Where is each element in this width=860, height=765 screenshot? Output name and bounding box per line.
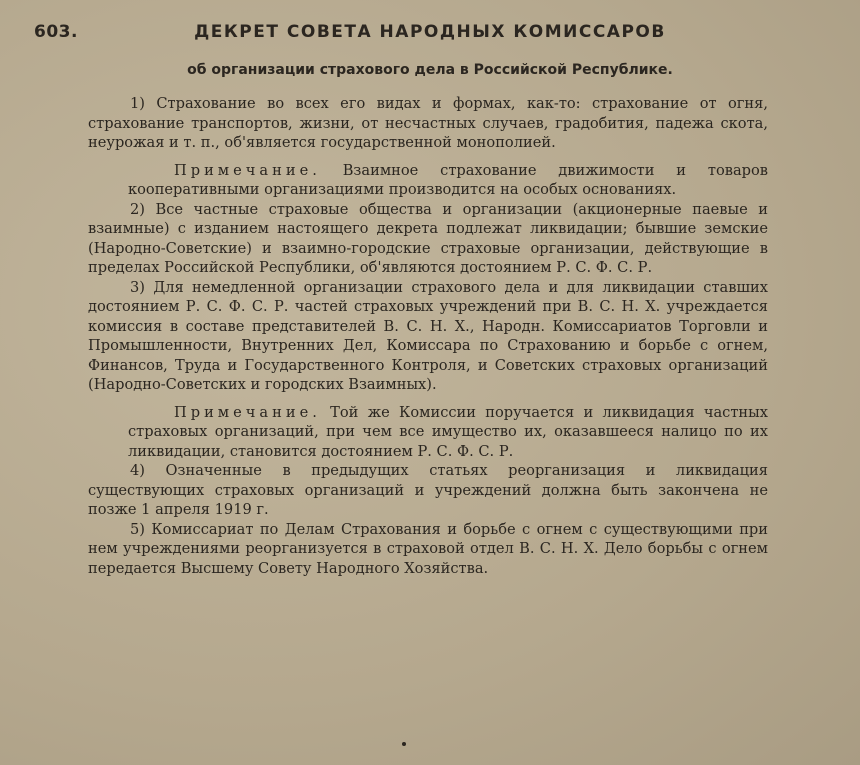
article-2: 2) Все частные страховые общества и организации (акционерные паевые и взаимные) с изданием настоящего декрета подлежат ликвидации; бывшие земские (Народно-Советские) и взаимно-городские страховые организации, действующие в пределах Российской Республики, об'являются достоянием Р. С. Ф. С. Р. bbox=[88, 200, 768, 276]
page-number: 603. bbox=[34, 22, 78, 42]
note-2-text: Той же Комиссии поручается и ликвидация частных страховых организаций, при чем все имущество их, оказавшееся налицо по их ликвидации, становится достоянием Р. С. Ф. С. Р. bbox=[128, 403, 768, 460]
note-1-text: Взаимное страхование движимости и товаров кооперативными организациями производится на особых основаниях. bbox=[128, 161, 768, 198]
note-2-label: Примечание. bbox=[174, 403, 321, 421]
document-body bbox=[88, 94, 768, 578]
document-title: ДЕКРЕТ СОВЕТА НАРОДНЫХ КОМИССАРОВ bbox=[194, 22, 666, 42]
article-5: 5) Комиссариат по Делам Страхования и борьбе с огнем с существующими при нем учреждениями реорганизуется в страховой отдел В. С. Н. Х. Дело борьбы с огнем передается Высшему Совету Народного Хозяйства. bbox=[88, 520, 768, 577]
ink-dot bbox=[402, 742, 406, 746]
article-1: 1) Страхование во всех его видах и формах, как-то: страхование от огня, страхование транспортов, жизни, от несчастных случаев, градобития, падежа скота, неурожая и т. п., об'является государственной монополией. bbox=[88, 95, 768, 151]
article-4: 4) Означенные в предыдущих статьях реорганизация и ликвидация существующих страховых организаций и учреждений должна быть закончена не позже 1 апреля 1919 г. bbox=[88, 462, 768, 518]
note-1-label: Примечание. bbox=[174, 161, 321, 179]
note-2 bbox=[128, 403, 768, 462]
note-1 bbox=[128, 161, 768, 200]
article-3: 3) Для немедленной организации страхового дела и для ликвидации ставших достоянием Р. С. Ф. С. Р. частей страховых учреждений при В. С. Н. Х. учреждается комиссия в составе представителей В. С. Н. Х., Народн. Комиссариатов Торговли и Промышленности, Внутренних Дел, Комиссара по Страхованию и борьбе с огнем, Финансов, Труда и Государственного Контроля, и Советских страховых организаций (Народно-Советских и городских Взаимных). bbox=[88, 278, 768, 393]
document-subtitle: об организации страхового дела в Российской Республике. bbox=[187, 62, 673, 78]
